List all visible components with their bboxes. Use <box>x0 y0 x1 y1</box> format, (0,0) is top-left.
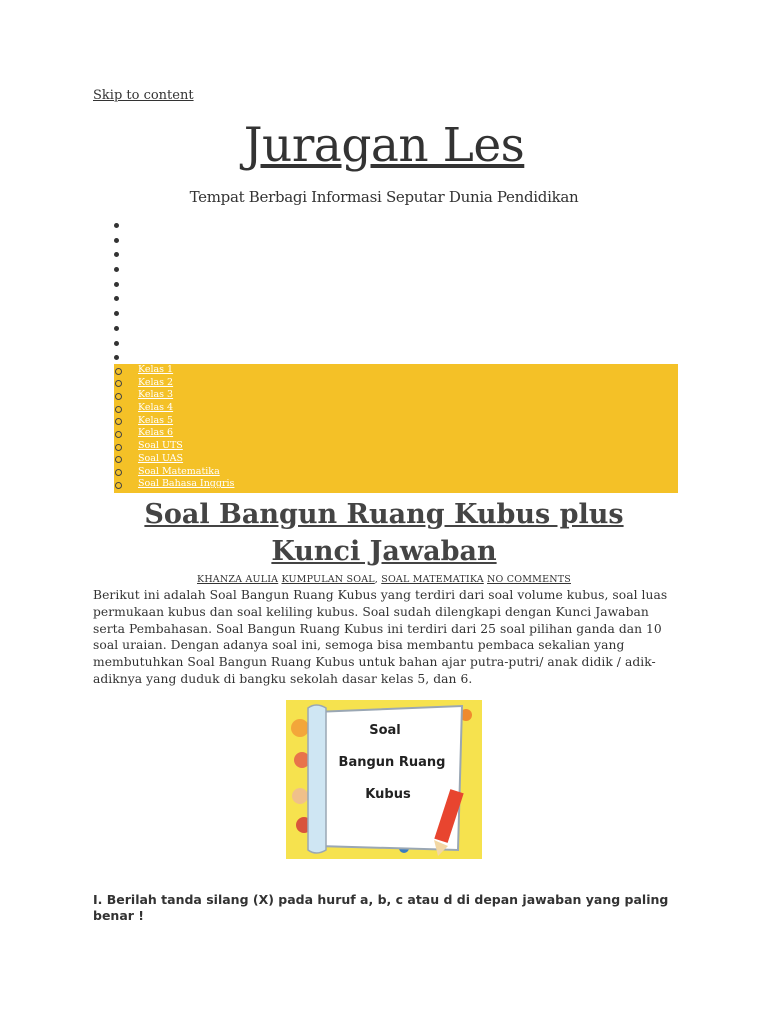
site-title[interactable]: Juragan Les <box>243 118 525 173</box>
question-section-heading: I. Berilah tanda silang (X) pada huruf a, b, c atau d di depan jawaban yang paling benar ! <box>93 892 669 923</box>
menu-item-kelas-3 <box>114 389 678 402</box>
menu-item-soal-uts <box>114 440 678 453</box>
menu-item-kelas-4 <box>114 402 678 415</box>
category-menu <box>114 364 678 493</box>
menu-item-kelas-6 <box>114 427 678 440</box>
menu-link[interactable]: Kelas 4 <box>138 402 174 414</box>
post-intro-paragraph: Berikut ini adalah Soal Bangun Ruang Kubus yang terdiri dari soal volume kubus, soal luas permukaan kubus dan soal keliling kubus. Soal sudah dilengkapi dengan Kunci Jawaban serta Pembahasan. Soal Bangun Ruang Kubus ini terdiri dari 25 soal pilihan ganda dan 10 soal uraian. Dengan adanya soal ini, semoga bisa membantu pembaca sekalian yang membutuhkan Soal Bangun Ruang Kubus untuk bahan ajar putra-putri/ anak didik / adik-adiknya yang duduk di bangku sekolah dasar kelas 5, dan 6. <box>93 588 668 686</box>
category-link[interactable]: SOAL MATEMATIKA <box>381 574 484 585</box>
menu-link[interactable]: Kelas 5 <box>138 414 174 426</box>
author-link[interactable]: KHANZA AULIA <box>197 574 279 585</box>
menu-item-soal-bahasa-inggris <box>114 478 678 491</box>
post-illustration <box>286 700 482 859</box>
menu-item-kelas-2 <box>114 377 678 390</box>
menu-link[interactable]: Soal UAS <box>138 452 184 464</box>
illustration-line-1: Soal <box>369 723 401 738</box>
menu-item-kelas-5 <box>114 415 678 428</box>
illustration-line-3: Kubus <box>365 787 411 802</box>
menu-link[interactable]: Kelas 1 <box>138 364 174 375</box>
illustration-line-2: Bangun Ruang <box>338 755 446 770</box>
comments-link[interactable]: NO COMMENTS <box>487 574 571 585</box>
menu-link[interactable]: Kelas 2 <box>138 376 174 388</box>
menu-link[interactable]: Kelas 6 <box>138 427 174 439</box>
menu-link[interactable]: Kelas 3 <box>138 389 174 401</box>
site-tagline: Tempat Berbagi Informasi Seputar Dunia Pendidikan <box>189 188 579 206</box>
menu-link[interactable]: Soal Matematika <box>138 465 220 477</box>
skip-to-content-link[interactable]: Skip to content <box>93 88 194 103</box>
kids-paper-illustration <box>286 700 482 859</box>
post-meta <box>0 574 768 585</box>
menu-item-soal-uas <box>114 453 678 466</box>
menu-link[interactable]: Soal UTS <box>138 440 183 452</box>
post-title[interactable]: Soal Bangun Ruang Kubus plus Kunci Jawaban <box>144 499 624 567</box>
menu-item-kelas-1 <box>114 364 678 377</box>
menu-link[interactable]: Soal Bahasa Inggris <box>138 478 235 490</box>
meta-separator: , <box>374 574 382 585</box>
menu-item-soal-matematika <box>114 466 678 479</box>
category-link[interactable]: KUMPULAN SOAL <box>281 574 375 585</box>
